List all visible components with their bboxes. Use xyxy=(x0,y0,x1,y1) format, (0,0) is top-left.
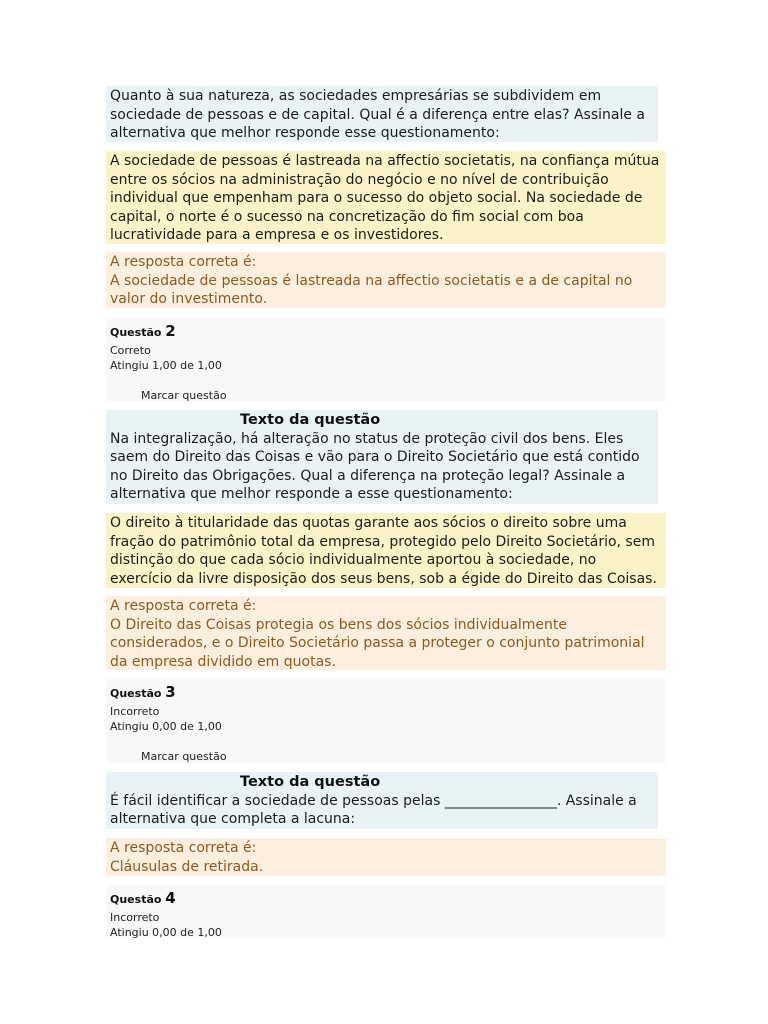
question-2-correct-answer: O Direito das Coisas protegia os bens dos sócios individualmente considerados, e o Direito Societário passa a proteger o conjunto patrimonial da empresa dividido em quotas. xyxy=(110,616,645,670)
question-2-state: Correto xyxy=(110,344,151,357)
question-1-selected-answer xyxy=(106,151,666,244)
question-label: Questão xyxy=(110,326,162,339)
question-2-feedback xyxy=(106,596,666,670)
question-1-text: Quanto à sua natureza, as sociedades empresárias se subdividem em sociedade de pessoas e de capital. Qual é a diferença entre elas? Assinale a alternativa que melhor responde esse questionamento: xyxy=(110,88,645,141)
question-2-text: Na integralização, há alteração no status de proteção civil dos bens. Eles saem do Direito das Coisas e vão para o Direito Societário que está contido no Direito das Obrigações. Qual a diferença na proteção legal? Assinale a alternativa que melhor responde a esse questionamento: xyxy=(110,430,640,502)
question-4-number xyxy=(110,885,662,911)
question-2-text-block xyxy=(106,410,658,504)
question-3-text: É fácil identificar a sociedade de pessoas pelas ________________. Assinale a alternativa que completa a lacuna: xyxy=(110,792,637,827)
question-3-correct-answer: Cláusulas de retirada. xyxy=(110,858,264,875)
question-2-flag-link[interactable]: Marcar questão xyxy=(141,389,227,402)
question-4-info xyxy=(106,885,666,937)
question-3-feedback xyxy=(106,838,666,876)
question-1-answer-text: A sociedade de pessoas é lastreada na affectio societatis, na confiança mútua entre os sócios na administração do negócio e no nível de contribuição individual que empenham para o sucesso do objeto social. Na sociedade de capital, o norte é o sucesso na concretização do fim social com boa lucratividade para a empresa e os investidores. xyxy=(110,153,660,243)
question-3-info xyxy=(106,679,666,763)
question-number: 2 xyxy=(165,322,176,340)
question-2-grade: Atingiu 1,00 de 1,00 xyxy=(110,358,222,372)
question-number: 3 xyxy=(165,683,176,701)
question-1-feedback xyxy=(106,252,666,308)
question-1-feedback-label: A resposta correta é: xyxy=(110,254,257,270)
question-4-grade: Atingiu 0,00 de 1,00 xyxy=(110,925,222,939)
question-2-feedback-label: A resposta correta é: xyxy=(110,598,257,614)
question-3-number xyxy=(110,679,662,705)
question-3-state: Incorreto xyxy=(110,705,160,718)
question-2-title: Texto da questão xyxy=(240,412,381,428)
question-1-text-block xyxy=(106,86,658,142)
question-2-selected-answer xyxy=(106,513,666,588)
question-2-answer-text: O direito à titularidade das quotas garante aos sócios o direito sobre uma fração do patrimônio total da empresa, protegido pelo Direito Societário, sem distinção do que cada sócio individualmente aportou à sociedade, no exercício da livre disposição dos seus bens, sob a égide do Direito das Coisas. xyxy=(110,515,657,587)
question-number: 4 xyxy=(165,889,176,907)
question-4-state: Incorreto xyxy=(110,911,160,924)
question-1-correct-answer: A sociedade de pessoas é lastreada na affectio societatis e a de capital no valor do investimento. xyxy=(110,272,633,307)
question-3-title: Texto da questão xyxy=(240,774,381,790)
question-3-feedback-label: A resposta correta é: xyxy=(110,840,257,856)
question-3-text-block xyxy=(106,772,658,829)
question-2-info xyxy=(106,318,666,402)
question-3-grade: Atingiu 0,00 de 1,00 xyxy=(110,719,222,733)
question-3-flag-link[interactable]: Marcar questão xyxy=(141,750,227,763)
question-2-number xyxy=(110,318,662,344)
question-label: Questão xyxy=(110,687,162,700)
question-label: Questão xyxy=(110,893,162,906)
